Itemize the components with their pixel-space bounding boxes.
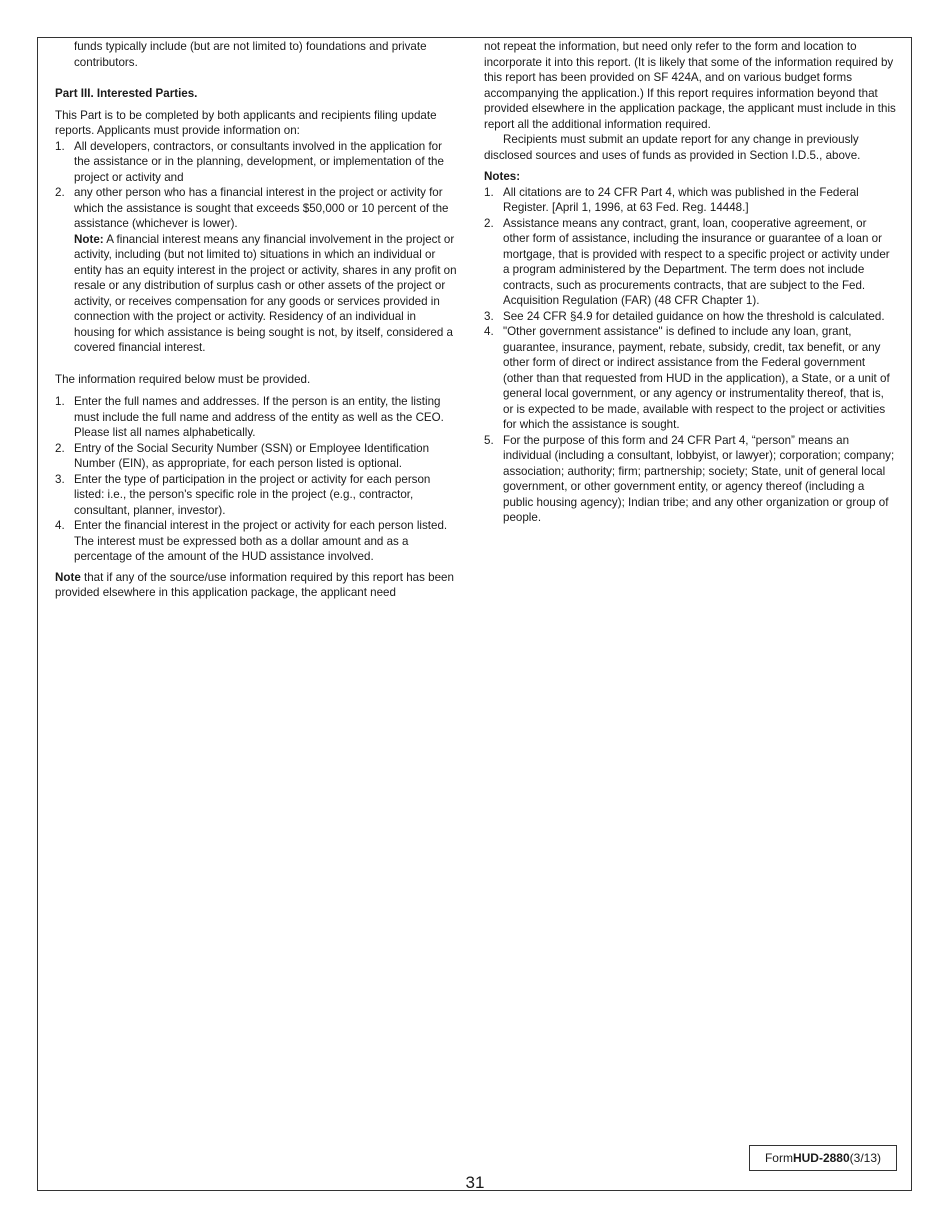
list-item: 1. All developers, contractors, or consultants involved in the application for the assistance or in the planning, development, or implementation of the project or activity and (55, 139, 444, 184)
page-number: 31 (465, 1173, 485, 1192)
left-column (55, 39, 457, 601)
interested-parties-list (55, 139, 457, 356)
notes-list (484, 185, 896, 526)
required-intro: The information required below must be provided. (55, 372, 311, 386)
list-item: 4. "Other government assistance" is defined to include any loan, grant, guarantee, insurance, payment, rebate, subsidy, credit, tax benefit, or any other form of direct or indirect assistance from the Federal government (other than that requested from HUD in the application), a State, or a unit of general local government, or any agency or instrumentality thereof, that is, or is expected to be made, available with respect to the project or activities for which the assistance is sought. (484, 325, 890, 431)
notes-heading: Notes: (484, 170, 521, 183)
right-column (484, 39, 896, 526)
list-item: 5. For the purpose of this form and 24 CFR Part 4, “person” means an individual (including a consultant, lobbyist, or lawyer); corporation; company; association; authority; firm; partnership; society; State, unit of general local government, or other government entity, or agency thereof (including a public housing agency); Indian tribe; and any other organization or group of people. (484, 433, 895, 524)
note-text: A financial interest means any financial involvement in the project or activity, including (but not limited to) situations in which an individual or entity has an equity interest in the project or activity, shares in any profit on resale or any distribution of surplus cash or other assets of the project or activity, or receives compensation for any goods or services provided in connection with the project or activity. Residency of an individual in housing for which assistance is being sought is not, by itself, considered a covered financial interest. (74, 232, 457, 354)
form-number: HUD-2880 (792, 1151, 850, 1165)
note-label: Note: (74, 232, 104, 246)
form-number-box (749, 1145, 897, 1171)
required-info-list (55, 394, 457, 565)
recipients-paragraph: Recipients must submit an update report for any change in previously disclosed sources and uses of funds as provided in Section I.D.5., above. (484, 133, 861, 162)
continued-paragraph: funds typically include (but are not limited to) foundations and private contributors. (74, 40, 427, 69)
list-item: 4. Enter the financial interest in the project or activity for each person listed. The interest must be expressed both as a dollar amount and as a percentage of the amount of the HUD assistance involved. (55, 519, 448, 563)
form-prefix: Form (764, 1151, 793, 1165)
part3-heading: Part III. Interested Parties. (55, 87, 198, 100)
list-item: 1. All citations are to 24 CFR Part 4, which was published in the Federal Register. [April 1, 1996, at 63 Fed. Reg. 14448.] (484, 185, 859, 214)
form-date: (3/13) (849, 1151, 882, 1165)
list-item: 3. Enter the type of participation in the project or activity for each person listed: i.e., the person's specific role in the project (e.g., contractor, consultant, planner, investor). (55, 472, 431, 517)
continued-paragraph: not repeat the information, but need only refer to the form and location to incorporate it into this report. (It is likely that some of the information required by this report has been provided on SF 424A, and on various budget forms accompanying the application.) If this report requires information beyond that provided elsewhere in the application package, the applicant must include in this report all the additional information required. (484, 40, 896, 131)
list-item: 3. See 24 CFR §4.9 for detailed guidance on how the threshold is calculated. (484, 309, 885, 323)
list-item: 1. Enter the full names and addresses. If the person is an entity, the listing must include the full name and address of the entity as well as the CEO. Please list all names alphabetically. (55, 395, 444, 439)
part3-intro: This Part is to be completed by both applicants and recipients filing update reports. Applicants must provide information on: (55, 108, 437, 137)
list-item: 2. any other person who has a financial interest in the project or activity for which the assistance is sought that exceeds $50,000 or 10 percent of the assistance (whichever is lower). Note: A financial interest means any financial involvement in the project or activity, including (but not limited to) situations in which an individual or entity has an equity interest in the project or activity, shares in any profit on resale or any distribution of surplus cash or other assets of the project or activity, or receives compensation for any goods or services provided in connection with the project or activity. Residency of an individual in housing for which assistance is being sought is not, by itself, considered a covered financial interest. (55, 186, 457, 354)
list-item: 2. Assistance means any contract, grant, loan, cooperative agreement, or other form of assistance, including the insurance or guarantee of a loan or mortgage, that is provided with respect to a specific project or activity under a program administered by the Department. The term does not include contracts, such as procurements contracts, that are subject to the Fed. Acquisition Regulation (FAR) (48 CFR Chapter 1). (484, 216, 890, 307)
list-item: 2. Entry of the Social Security Number (SSN) or Employee Identification Number (EIN), as appropriate, for each person listed is optional. (55, 441, 430, 470)
source-use-note: Note that if any of the source/use information required by this report has been provided elsewhere in this application package, the applicant need (55, 570, 454, 599)
